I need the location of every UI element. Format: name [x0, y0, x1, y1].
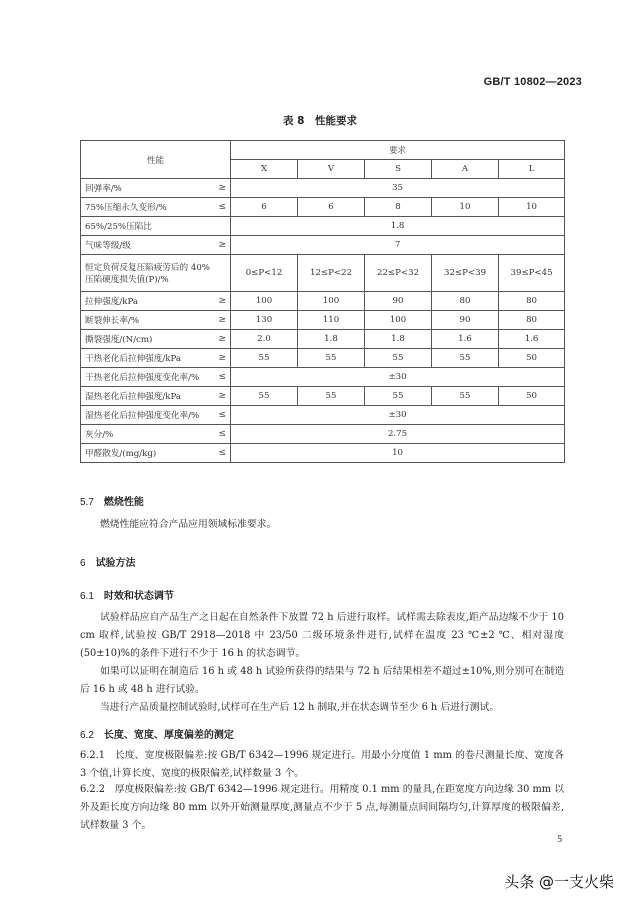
grade-header: X	[231, 160, 298, 179]
table-caption: 表 8 性能要求	[283, 115, 357, 127]
value-cell: 22≤P<32	[365, 255, 432, 292]
table-row	[81, 179, 565, 198]
comparison-symbol: ≥	[216, 311, 231, 330]
value-cell: 110	[298, 311, 365, 330]
value-cell: 50	[499, 387, 565, 406]
section-6-2-heading: 6.2 长度、宽度、厚度偏差的测定	[80, 730, 234, 741]
property-cell: 恒定负荷反复压陷疲劳后的 40% 压陷硬度损失值(P)/%	[81, 255, 216, 292]
section-6-heading: 6 试验方法	[80, 558, 136, 569]
property-cell: 灰分/%	[81, 425, 216, 444]
value-cell-merged: 7	[231, 236, 565, 255]
table-row	[81, 444, 565, 463]
section-6-1-para-1: 试验样品应自产品生产之日起在自然条件下放置 72 h 后进行取样。试样需去除表皮,距产品边缘不少于 10 cm 取样,试验按 GB/T 2918—2018 中 23/50 二级环境条件进行,试样在温度 23 ℃±2 ℃、相对湿度(50±10)%的条件下进行不少于 16 h 的状态调节。	[80, 612, 564, 659]
value-cell: 100	[365, 311, 432, 330]
property-cell: 拉伸强度/kPa	[81, 292, 216, 311]
section-5-7-heading: 5.7 燃烧性能	[80, 497, 144, 508]
value-cell: 55	[365, 387, 432, 406]
value-cell-merged: ±30	[231, 368, 565, 387]
value-cell-merged: 35	[231, 179, 565, 198]
value-cell: 55	[231, 387, 298, 406]
value-cell: 55	[432, 349, 499, 368]
value-cell: 55	[298, 387, 365, 406]
grade-header: A	[432, 160, 499, 179]
value-cell: 12≤P<22	[298, 255, 365, 292]
value-cell: 2.0	[231, 330, 298, 349]
table-row	[81, 387, 565, 406]
section-6-1-heading: 6.1 时效和状态调节	[80, 591, 174, 602]
table-row	[81, 368, 565, 387]
section-6-1-para-2: 如果可以证明在制造后 16 h 或 48 h 试验所获得的结果与 72 h 后结果相差不超过±10%,则分别可在制造后 16 h 或 48 h 进行试验。	[80, 666, 564, 695]
grade-header: V	[298, 160, 365, 179]
table-row	[81, 349, 565, 368]
value-cell: 10	[499, 198, 565, 217]
comparison-symbol: ≥	[216, 292, 231, 311]
value-cell: 6	[231, 198, 298, 217]
comparison-symbol: ≥	[216, 387, 231, 406]
table-row	[81, 425, 565, 444]
comparison-symbol: ≤	[216, 368, 231, 387]
value-cell-merged: 10	[231, 444, 565, 463]
property-cell: 断裂伸长率/%	[81, 311, 216, 330]
comparison-symbol: ≥	[216, 179, 231, 198]
table-row	[81, 217, 565, 236]
table-row	[81, 292, 565, 311]
value-cell: 0≤P<12	[231, 255, 298, 292]
section-5-7-body: 燃烧性能应符合产品应用领域标准要求。	[100, 519, 277, 530]
section-6-2-1: 6.2.1 长度、宽度极限偏差:按 GB/T 6342—1996 规定进行。用最小分度值 1 mm 的卷尺测量长度、宽度各 3 个值,计算长度、宽度的极限偏差,试样数量 3 个。	[80, 750, 564, 779]
property-cell: 干热老化后拉伸强度/kPa	[81, 349, 216, 368]
comparison-symbol: ≥	[216, 330, 231, 349]
property-cell: 回弹率/%	[81, 179, 216, 198]
value-cell: 130	[231, 311, 298, 330]
value-cell: 1.8	[298, 330, 365, 349]
value-cell: 55	[231, 349, 298, 368]
property-cell: 75%压缩永久变形/%	[81, 198, 216, 217]
comparison-symbol: ≤	[216, 198, 231, 217]
table-row	[81, 255, 565, 292]
value-cell: 8	[365, 198, 432, 217]
comparison-symbol: ≥	[216, 236, 231, 255]
table-row	[81, 406, 565, 425]
property-cell: 湿热老化后拉伸强度/kPa	[81, 387, 216, 406]
table-row	[81, 236, 565, 255]
value-cell: 1.6	[432, 330, 499, 349]
value-cell: 10	[432, 198, 499, 217]
value-cell: 100	[231, 292, 298, 311]
comparison-symbol	[216, 217, 231, 236]
value-cell: 100	[298, 292, 365, 311]
standard-number: GB/T 10802—2023	[483, 76, 582, 88]
value-cell: 80	[499, 311, 565, 330]
property-cell: 65%/25%压陷比	[81, 217, 216, 236]
performance-table	[80, 140, 565, 463]
value-cell: 6	[298, 198, 365, 217]
header-requirement: 要求	[231, 141, 565, 160]
section-6-1-para-3: 当进行产品质量控制试验时,试样可在生产后 12 h 制取,并在状态调节至少 6 h 后进行测试。	[100, 702, 500, 713]
grade-header: L	[499, 160, 565, 179]
value-cell: 55	[298, 349, 365, 368]
value-cell: 55	[432, 387, 499, 406]
value-cell: 90	[432, 311, 499, 330]
comparison-symbol	[216, 255, 231, 292]
comparison-symbol: ≥	[216, 349, 231, 368]
section-6-2-2: 6.2.2 厚度极限偏差:按 GB/T 6342—1996 规定进行。用精度 0.1 mm 的量具,在距宽度方向边缘 30 mm 以外及距长度方向边缘 80 mm 以外开始测量厚度,测量点不少于 5 点,每测量点间间隔均匀,计算厚度的极限偏差,试样数量 3 个。	[80, 784, 564, 831]
value-cell-merged: 2.75	[231, 425, 565, 444]
value-cell-merged: ±30	[231, 406, 565, 425]
table-row	[81, 330, 565, 349]
value-cell: 90	[365, 292, 432, 311]
page-number: 5	[557, 835, 562, 845]
value-cell: 39≤P<45	[499, 255, 565, 292]
comparison-symbol: ≤	[216, 406, 231, 425]
watermark: 头条 @一支火柴	[504, 873, 614, 891]
value-cell: 80	[432, 292, 499, 311]
comparison-symbol: ≤	[216, 444, 231, 463]
property-cell: 干热老化后拉伸强度变化率/%	[81, 368, 216, 387]
value-cell: 80	[499, 292, 565, 311]
comparison-symbol: ≤	[216, 425, 231, 444]
table-row	[81, 198, 565, 217]
property-cell: 湿热老化后拉伸强度变化率/%	[81, 406, 216, 425]
value-cell: 55	[365, 349, 432, 368]
property-cell: 气味等级/级	[81, 236, 216, 255]
property-cell: 甲醛散发/(mg/kg)	[81, 444, 216, 463]
value-cell: 50	[499, 349, 565, 368]
value-cell: 32≤P<39	[432, 255, 499, 292]
grade-header: S	[365, 160, 432, 179]
value-cell: 1.8	[365, 330, 432, 349]
header-property: 性能	[81, 141, 231, 179]
value-cell-merged: 1.8	[231, 217, 565, 236]
property-cell: 撕裂强度/(N/cm)	[81, 330, 216, 349]
value-cell: 1.6	[499, 330, 565, 349]
table-row	[81, 311, 565, 330]
